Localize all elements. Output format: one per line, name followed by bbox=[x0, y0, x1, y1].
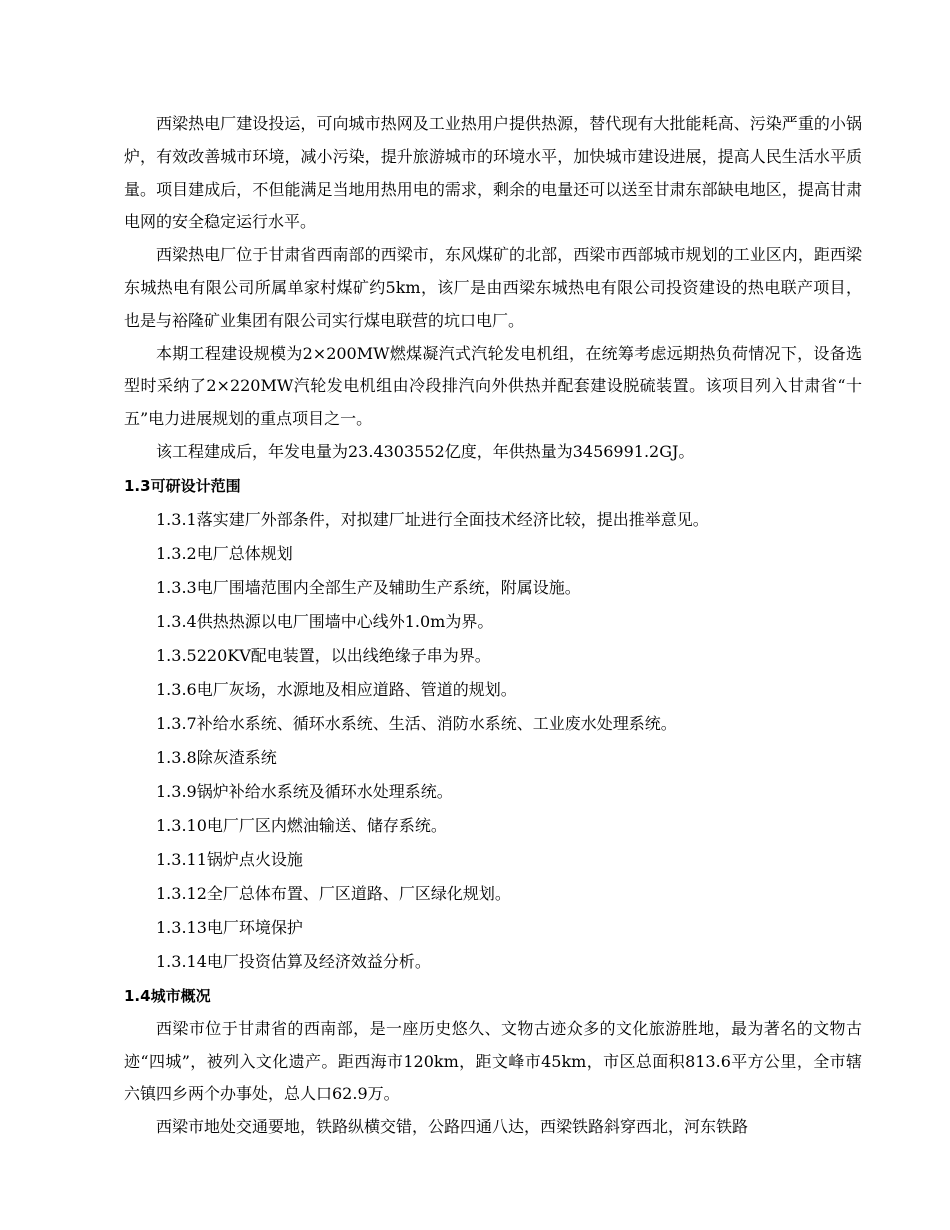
intro-paragraph-2: 西梁热电厂位于甘肃省西南部的西梁市，东风煤矿的北部，西梁市西部城市规划的工业区内，距西梁东城热电有限公司所属单家村煤矿约5km，该厂是由西梁东城热电有限公司投资建设的热电联产项目，也是与裕隆矿业集团有限公司实行煤电联营的坑口电厂。 bbox=[124, 245, 862, 330]
intro-paragraph-3: 本期工程建设规模为2×200MW燃煤凝汽式汽轮发电机组，在统筹考虑远期热负荷情况下，设备选型时采纳了2×220MW汽轮发电机组由冷段排汽向外供热并配套建设脱硫装置。该项目列入甘肃省“十五”电力进展规划的重点项目之一。 bbox=[124, 343, 862, 429]
scope-item: 1.3.1落实建厂外部条件，对拟建厂址进行全面技术经济比较，提出推举意见。 bbox=[156, 509, 709, 529]
scope-item: 1.3.3电厂围墙范围内全部生产及辅助生产系统，附属设施。 bbox=[156, 577, 581, 597]
scope-item: 1.3.4供热热源以电厂围墙中心线外1.0m为界。 bbox=[156, 611, 494, 631]
scope-item: 1.3.2电厂总体规划 bbox=[156, 543, 293, 563]
scope-item: 1.3.7补给水系统、循环水系统、生活、消防水系统、工业废水处理系统。 bbox=[156, 713, 677, 733]
section-heading-1-4: 1.4城市概况 bbox=[124, 986, 211, 1005]
scope-list bbox=[124, 503, 862, 979]
city-paragraph-2: 西梁市地处交通要地，铁路纵横交错，公路四通八达，西梁铁路斜穿西北，河东铁路 bbox=[156, 1117, 749, 1137]
scope-item: 1.3.13电厂环境保护 bbox=[156, 917, 303, 937]
city-paragraph-1: 西梁市位于甘肃省的西南部，是一座历史悠久、文物古迹众多的文化旅游胜地，最为著名的文物古迹“四城”，被列入文化遗产。距西海市120km，距文峰市45km，市区总面积813.6平方公里，全市辖六镇四乡两个办事处，总人口62.9万。 bbox=[124, 1018, 862, 1104]
scope-item: 1.3.5220KV配电装置，以出线绝缘子串为界。 bbox=[156, 645, 491, 665]
document-page bbox=[124, 108, 862, 1144]
scope-item: 1.3.11锅炉点火设施 bbox=[156, 849, 303, 869]
scope-item: 1.3.8除灰渣系统 bbox=[156, 747, 277, 767]
intro-paragraph-1: 西梁热电厂建设投运，可向城市热网及工业热用户提供热源，替代现有大批能耗高、污染严重的小锅炉，有效改善城市环境，减小污染，提升旅游城市的环境水平，加快城市建设进展，提高人民生活水平质量。项目建成后，不但能满足当地用热用电的需求，剩余的电量还可以送至甘肃东部缺电地区，提高甘肃电网的安全稳定运行水平。 bbox=[124, 114, 862, 232]
scope-item: 1.3.6电厂灰场，水源地及相应道路、管道的规划。 bbox=[156, 679, 517, 699]
section-heading-1-3: 1.3可研设计范围 bbox=[124, 476, 241, 495]
scope-item: 1.3.9锅炉补给水系统及循环水处理系统。 bbox=[156, 781, 453, 801]
intro-paragraph-4: 该工程建成后，年发电量为23.4303552亿度，年供热量为3456991.2GJ。 bbox=[156, 441, 695, 461]
scope-item: 1.3.14电厂投资估算及经济效益分析。 bbox=[156, 951, 431, 971]
scope-item: 1.3.10电厂厂区内燃油输送、储存系统。 bbox=[156, 815, 447, 835]
scope-item: 1.3.12全厂总体布置、厂区道路、厂区绿化规划。 bbox=[156, 883, 511, 903]
